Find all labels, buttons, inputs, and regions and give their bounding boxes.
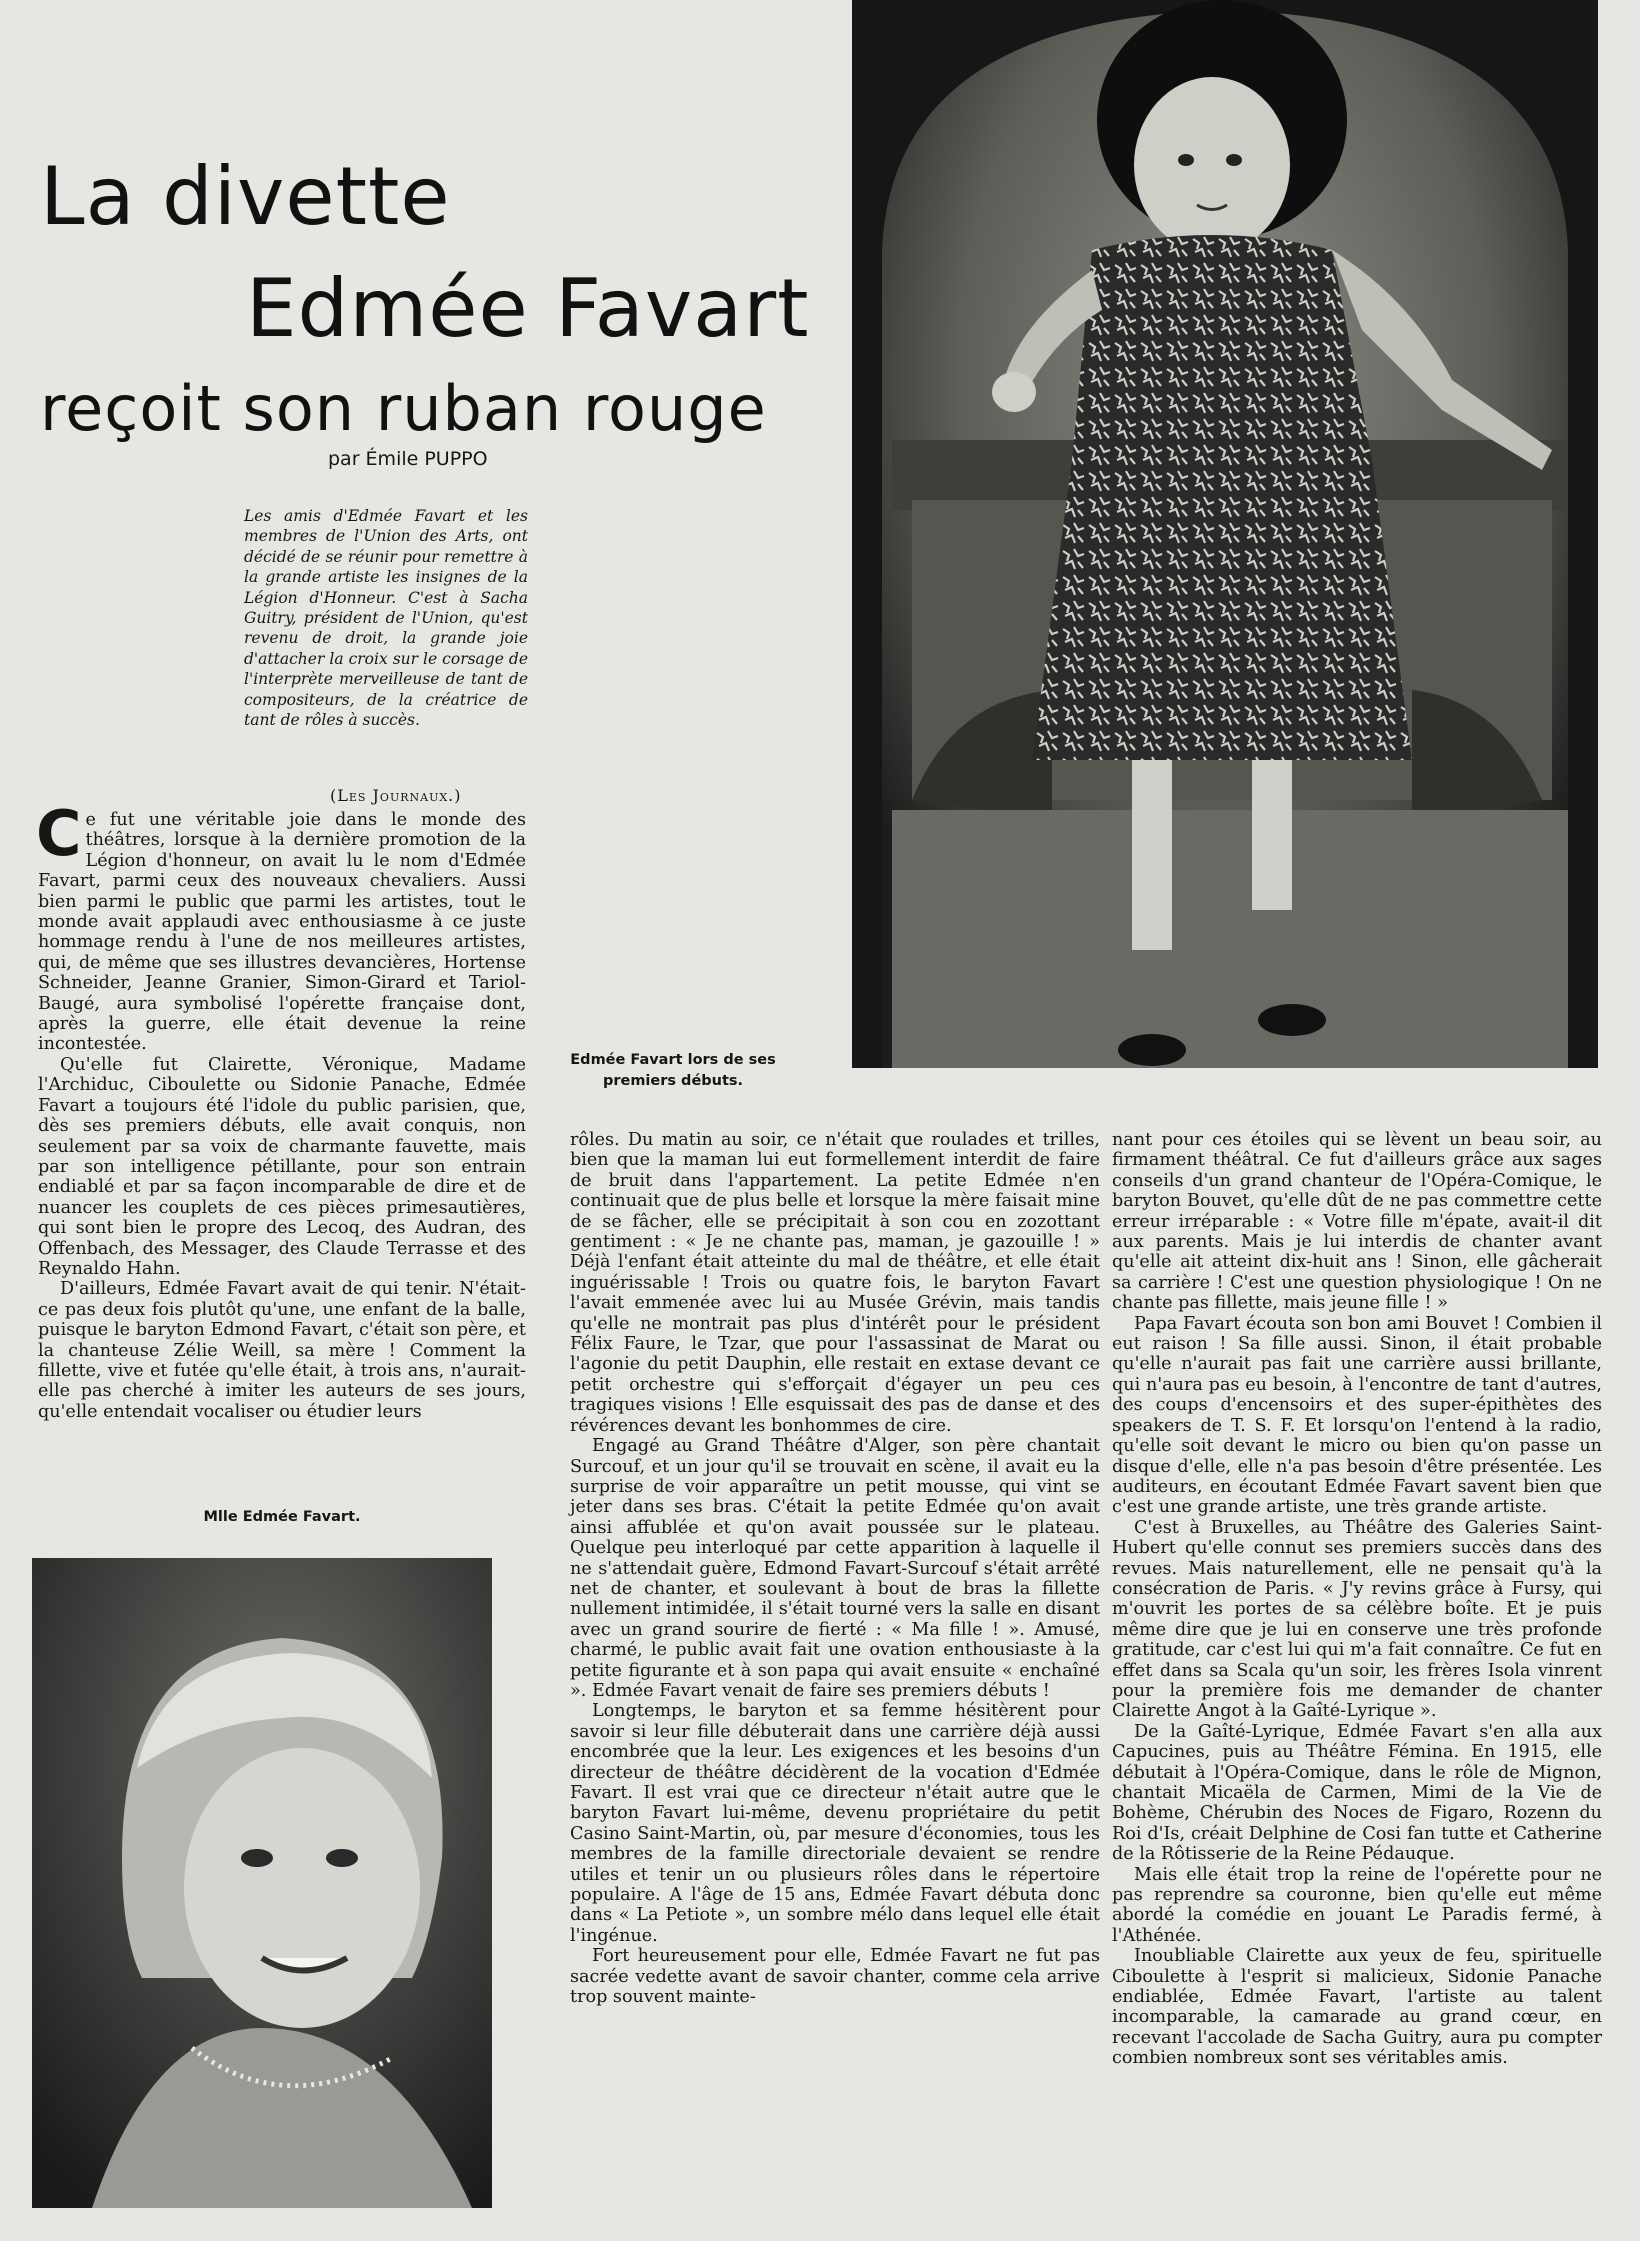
paragraph: rôles. Du matin au soir, ce n'était que roulades et trilles, bien que la maman lui eut formellement interdit de faire de bruit dans l'appartement. La petite Edmée n'en continuait que de plus belle et lorsque la mère faisait mine de se fâcher, elle se précipitait à son cou en zozottant gentiment : « Je ne chante pas, maman, je gazouille ! » Déjà l'enfant était atteinte du mal de théâtre, et elle était inguérissable ! Trois ou quatre fois, le baryton Favart l'avait emmenée avec lui au Musée Grévin, mais tandis qu'elle ne montrait pas plus d'intérêt pour le président Félix Faure, le Tzar, que pour l'assassinat de Marat ou l'agonie du petit Dauphin, elle restait en extase devant ce petit orchestre qui s'efforçait d'égayer un peu ces tragiques visions ! Elle esquissait des pas de danse et des révérences devant les bonhommes de cire.: [570, 1130, 1100, 1436]
paragraph: nant pour ces étoiles qui se lèvent un beau soir, au firmament théâtral. Ce fut d'ailleurs grâce aux sages conseils d'un grand chanteur de l'Opéra-Comique, le baryton Bouvet, qu'elle dût de ne pas commettre cette erreur irréparable : « Votre fille m'épate, avait-il dit aux parents. Mais je lui interdis de chanter avant qu'elle ait atteint dix-huit ans ! Sinon, elle gâcherait sa carrière ! C'est une question physiologique ! On ne chante pas fillette, mais jeune fille ! »: [1112, 1130, 1602, 1314]
drop-cap: C: [36, 797, 82, 870]
article-column-3: [1112, 1130, 1602, 2069]
paragraph: Qu'elle fut Clairette, Véronique, Madame l'Archiduc, Ciboulette ou Sidonie Panache, Edmée Favart a toujours été l'idole du public parisien, que, dès ses premiers débuts, elle avait conquis, non seulement par sa voix de charmante fauvette, mais par son intelligence pétillante, pour son entrain endiablé et par sa façon incomparable de dire et de nuancer les couplets de ces pièces primesautières, qui sont bien le propre des Lecoq, des Audran, des Offenbach, des Messager, des Claude Terrasse et des Reynaldo Hahn.: [38, 1054, 526, 1279]
paragraph: Inoubliable Clairette aux yeux de feu, spirituelle Ciboulette à l'esprit si malicieux, Sidonie Panache endiablée, Edmée Favart, l'artiste au talent incomparable, la camarade au grand cœur, en recevant l'accolade de Sacha Guitry, aura pu compter combien nombreux sont ses véritables amis.: [1112, 1946, 1602, 2069]
paragraph: D'ailleurs, Edmée Favart avait de qui tenir. N'était-ce pas deux fois plutôt qu'une, une enfant de la balle, puisque le baryton Edmond Favart, c'était son père, et la chanteuse Zélie Weill, sa mère ! Comment la fillette, vive et futée qu'elle était, à trois ans, n'aurait-elle pas cherché à imiter les auteurs de ses jours, qu'elle entendait vocaliser ou étudier leurs: [38, 1279, 526, 1422]
paragraph: De la Gaîté-Lyrique, Edmée Favart s'en alla aux Capucines, puis au Théâtre Fémina. En 1915, elle débutait à l'Opéra-Comique, dans le rôle de Mignon, chantait Micaëla de Carmen, Mimi de la Vie de Bohème, Chérubin des Noces de Figaro, Rozenn du Roi d'Is, créait Delphine de Cosi fan tutte et Catherine de la Rôtisserie de la Reine Pédauque.: [1112, 1721, 1602, 1865]
paragraph-text: e fut une véritable joie dans le monde des théâtres, lorsque à la dernière promotion de la Légion d'honneur, on avait lu le nom d'Edmée Favart, parmi ceux des nouveaux chevaliers. Aussi bien parmi le public que parmi les artistes, tout le monde avait applaudi avec enthousiasme à ce juste hommage rendu à l'une de nos meilleures artistes, qui, de même que ses illustres devancières, Hortense Schneider, Jeanne Granier, Simon-Girard et Tariol-Baugé, aura symbolisé l'opérette française dont, après la guerre, elle était devenue la reine incontestée.: [38, 810, 526, 1055]
title-line-3: reçoit son ruban rouge: [40, 372, 767, 445]
byline: par Émile PUPPO: [328, 448, 488, 470]
portrait-photo-image: [32, 1558, 492, 2208]
intro-source: (Les Journaux.): [330, 786, 462, 805]
intro-paragraph: Les amis d'Edmée Favart et les membres de l'Union des Arts, ont décidé de se réunir pour remettre à la grande artiste les insignes de la Légion d'Honneur. C'est à Sacha Guitry, président de l'Union, qu'est revenu de droit, la grande joie d'attacher la croix sur le corsage de l'interprète merveilleuse de tant de compositeurs, de la créatrice de tant de rôles à succès.: [244, 507, 528, 730]
paragraph: Mais elle était trop la reine de l'opérette pour ne pas reprendre sa couronne, bien qu'elle eut même abordé la comédie en jouant Le Paradis fermé, à l'Athénée.: [1112, 1864, 1602, 1946]
paragraph: [36, 797, 526, 1055]
child-photo: [852, 0, 1598, 1068]
paragraph: Papa Favart écouta son bon ami Bouvet ! Combien il eut raison ! Sa fille aussi. Sinon, il était probable qu'elle n'aurait pas fait une carrière aussi brillante, qui n'aura pas eu besoin, à l'encontre de tant d'autres, des coups d'encensoirs et des super-épithètes des speakers de T. S. F. Et lorsqu'on l'entend à la radio, qu'elle soit devant le micro ou bien qu'on passe un disque d'elle, elle n'a pas besoin d'être présentée. Les auditeurs, en écoutant Edmée Favart savent bien que c'est une grande artiste, une très grande artiste.: [1112, 1313, 1602, 1518]
article-column-1: [36, 797, 526, 1422]
title-line-1: La divette: [40, 150, 451, 243]
paragraph: Engagé au Grand Théâtre d'Alger, son père chantait Surcouf, et un jour qu'il se trouvait en scène, il avait eu la surprise de voir apparaître un petit mousse, qui vint se jeter dans ses bras. C'était la petite Edmée qu'on avait ainsi affublée et qu'on avait poussée sur le plateau. Quelque peu interloqué par cette apparition à laquelle il ne s'attendait guère, Edmond Favart-Surcouf s'était arrêté net de chanter, et soulevant à bout de bras la fillette nullement intimidée, il s'était tourné vers la salle en disant avec un grand sourire de fierté : « Ma fille ! ». Amusé, charmé, le public avait fait une ovation enthousiaste à la petite figurante et à son papa qui avait ensuite « enchaîné ». Edmée Favart venait de faire ses premiers débuts !: [570, 1436, 1100, 1701]
paragraph: C'est à Bruxelles, au Théâtre des Galeries Saint-Hubert qu'elle connut ses premiers succès dans des revues. Mais naturellement, elle ne pensait qu'à la consécration de Paris. « J'y revins grâce à Fursy, qui m'ouvrit les portes de sa célèbre boîte. Et je puis même dire que je lui en conserve une très profonde gratitude, car c'est lui qui m'a fait connaître. Ce fut en effet dans sa Scala qu'un soir, les frères Isola vinrent pour la première fois me demander de chanter Clairette Angot à la Gaîté-Lyrique ».: [1112, 1517, 1602, 1722]
article-column-2: [570, 1130, 1100, 2007]
portrait-caption: Mlle Edmée Favart.: [203, 1509, 361, 1525]
paragraph: Fort heureusement pour elle, Edmée Favart ne fut pas sacrée vedette avant de savoir chanter, comme cela arrive trop souvent mainte-: [570, 1946, 1100, 2008]
child-photo-image: [852, 0, 1598, 1068]
title-line-2: Edmée Favart: [246, 262, 810, 355]
paragraph: Longtemps, le baryton et sa femme hésitèrent pour savoir si leur fille débuterait dans une carrière déjà aussi encombrée que la leur. Les exigences et les besoins d'un directeur de théâtre décidèrent de la vocation d'Edmée Favart. Il est vrai que ce directeur n'était autre que le baryton Favart lui-même, devenu propriétaire du petit Casino Saint-Martin, où, par mesure d'économies, tous les membres de la famille directoriale devaient se rendre utiles et tenir un ou plusieurs rôles dans le répertoire populaire. A l'âge de 15 ans, Edmée Favart débuta donc dans « La Petiote », un sombre mélo dans lequel elle était l'ingénue.: [570, 1701, 1100, 1946]
child-photo-caption: Edmée Favart lors de ses premiers débuts.: [570, 1052, 776, 1089]
portrait-photo: [32, 1558, 492, 2208]
